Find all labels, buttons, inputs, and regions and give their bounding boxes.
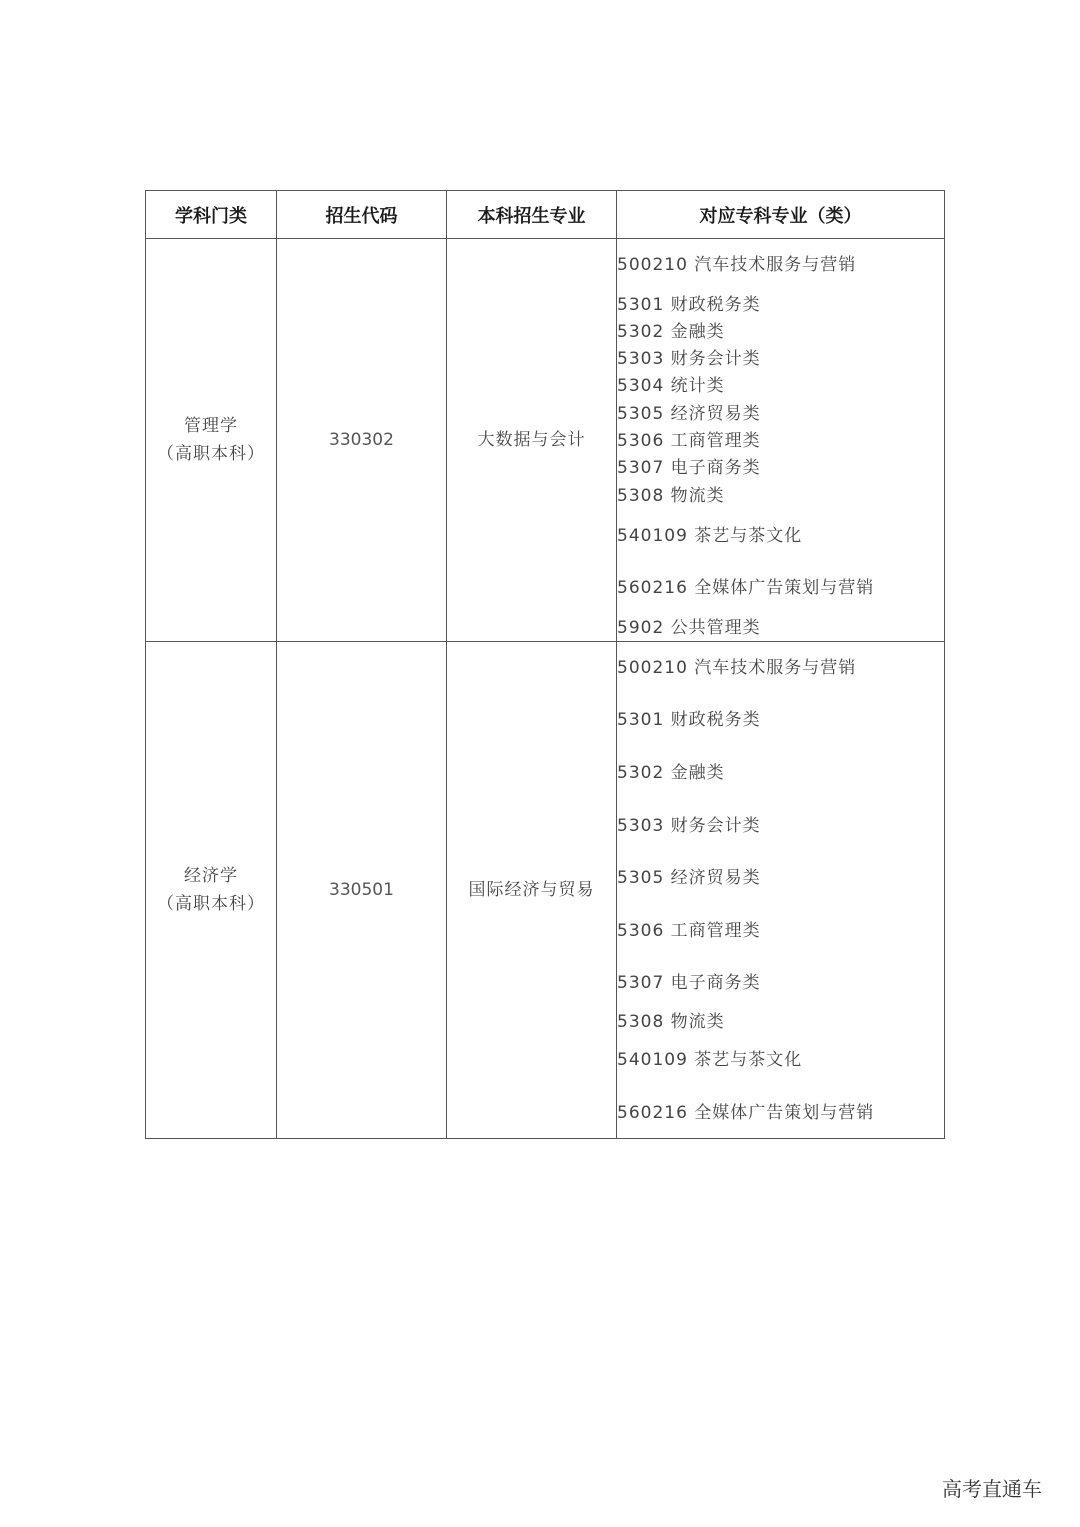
related-major-item: 5304 统计类 bbox=[617, 376, 725, 396]
code-cell: 330302 bbox=[277, 239, 447, 642]
related-major-item: 560216 全媒体广告策划与营销 bbox=[617, 578, 875, 598]
table-row bbox=[146, 239, 945, 642]
related-major-item: 5307 电子商务类 bbox=[617, 458, 761, 478]
related-major-item: 5307 电子商务类 bbox=[617, 973, 761, 993]
related-major-item: 5301 财政税务类 bbox=[617, 295, 761, 315]
header-code: 招生代码 bbox=[277, 191, 447, 239]
related-major-item: 5306 工商管理类 bbox=[617, 921, 761, 941]
table-row bbox=[146, 642, 945, 1139]
related-major-item: 5303 财务会计类 bbox=[617, 349, 761, 369]
related-major-item: 5305 经济贸易类 bbox=[617, 868, 761, 888]
related-major-item: 5308 物流类 bbox=[617, 486, 725, 506]
related-major-item: 5302 金融类 bbox=[617, 763, 725, 783]
category-cell bbox=[146, 239, 277, 642]
header-major: 本科招生专业 bbox=[447, 191, 617, 239]
category-name: 经济学 bbox=[184, 866, 238, 886]
related-major-item: 500210 汽车技术服务与营销 bbox=[617, 255, 857, 275]
major-cell: 国际经济与贸易 bbox=[447, 642, 617, 1139]
related-major-item: 5303 财务会计类 bbox=[617, 816, 761, 836]
table-body bbox=[146, 239, 945, 1139]
watermark: 高考直通车 bbox=[942, 1477, 1042, 1501]
related-list bbox=[617, 239, 944, 641]
related-major-item: 5308 物流类 bbox=[617, 1012, 725, 1032]
code-cell: 330501 bbox=[277, 642, 447, 1139]
related-list bbox=[617, 642, 944, 1138]
related-major-item: 5302 金融类 bbox=[617, 322, 725, 342]
related-major-item: 5305 经济贸易类 bbox=[617, 404, 761, 424]
related-major-item: 500210 汽车技术服务与营销 bbox=[617, 658, 857, 678]
related-cell bbox=[617, 239, 945, 642]
category-name: 管理学 bbox=[184, 416, 238, 436]
header-row bbox=[146, 191, 945, 239]
related-major-item: 5306 工商管理类 bbox=[617, 431, 761, 451]
header-category: 学科门类 bbox=[146, 191, 277, 239]
major-cell: 大数据与会计 bbox=[447, 239, 617, 642]
category-level: （高职本科） bbox=[157, 894, 265, 914]
related-major-item: 560216 全媒体广告策划与营销 bbox=[617, 1103, 875, 1123]
majors-table bbox=[145, 190, 945, 1139]
related-major-item: 540109 茶艺与茶文化 bbox=[617, 526, 803, 546]
header-related: 对应专科专业（类） bbox=[617, 191, 945, 239]
category-level: （高职本科） bbox=[157, 444, 265, 464]
related-major-item: 5301 财政税务类 bbox=[617, 710, 761, 730]
related-cell bbox=[617, 642, 945, 1139]
table-header bbox=[146, 191, 945, 239]
related-major-item: 5902 公共管理类 bbox=[617, 618, 761, 638]
related-major-item: 540109 茶艺与茶文化 bbox=[617, 1050, 803, 1070]
category-cell bbox=[146, 642, 277, 1139]
